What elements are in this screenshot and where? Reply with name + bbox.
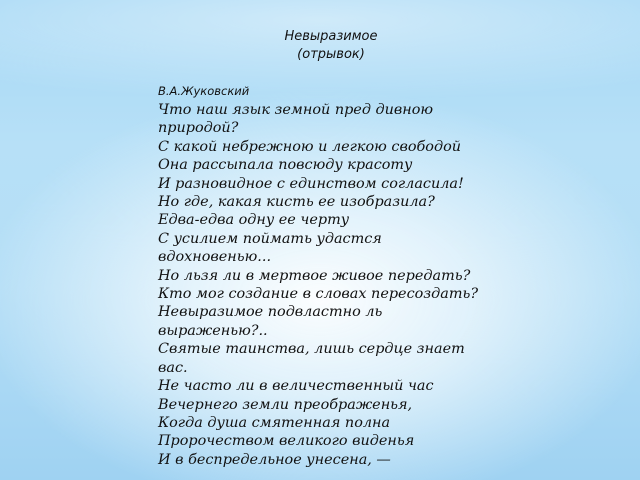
- poem-line: Едва-едва одну ее черту: [158, 212, 350, 229]
- poem-author: В.А.Жуковский: [158, 84, 250, 98]
- poem-line: Но где, какая кисть ее изобразила?: [158, 194, 435, 211]
- poem-title: Невыразимое: [284, 29, 378, 44]
- title-block: [0, 28, 640, 64]
- poem-line: выраженью?..: [158, 322, 268, 339]
- poem-text: [158, 101, 518, 469]
- poem-line: С какой небрежною и легкою свободой: [158, 138, 462, 155]
- poem-line: Когда душа смятенная полна: [158, 414, 391, 431]
- poem-line: природой?: [158, 120, 239, 137]
- poem-line: Она рассыпала повсюду красоту: [158, 157, 413, 174]
- poem-line: Вечернего земли преображенья,: [158, 396, 413, 413]
- poem-line: С усилием поймать удастся: [158, 230, 382, 247]
- poem-line: Не часто ли в величественный час: [158, 378, 434, 395]
- poem-line: Но льзя ли в мертвое живое передать?: [158, 267, 471, 284]
- poem-line: вас.: [158, 359, 188, 376]
- poem-line: И в беспредельное унесена, —: [158, 451, 391, 468]
- poem-line: Что наш язык земной пред дивною: [158, 102, 434, 118]
- poem-line: вдохновенью...: [158, 249, 272, 266]
- poem-line: И разновидное с единством согласила!: [158, 175, 464, 192]
- poem-line: Невыразимое подвластно ль: [158, 304, 383, 321]
- poem-subtitle: (отрывок): [297, 47, 365, 62]
- poem-line: Пророчеством великого виденья: [158, 433, 415, 450]
- poem-line: Святые таинства, лишь сердце знает: [158, 341, 465, 358]
- poem-line: Кто мог создание в словах пересоздать?: [158, 286, 479, 303]
